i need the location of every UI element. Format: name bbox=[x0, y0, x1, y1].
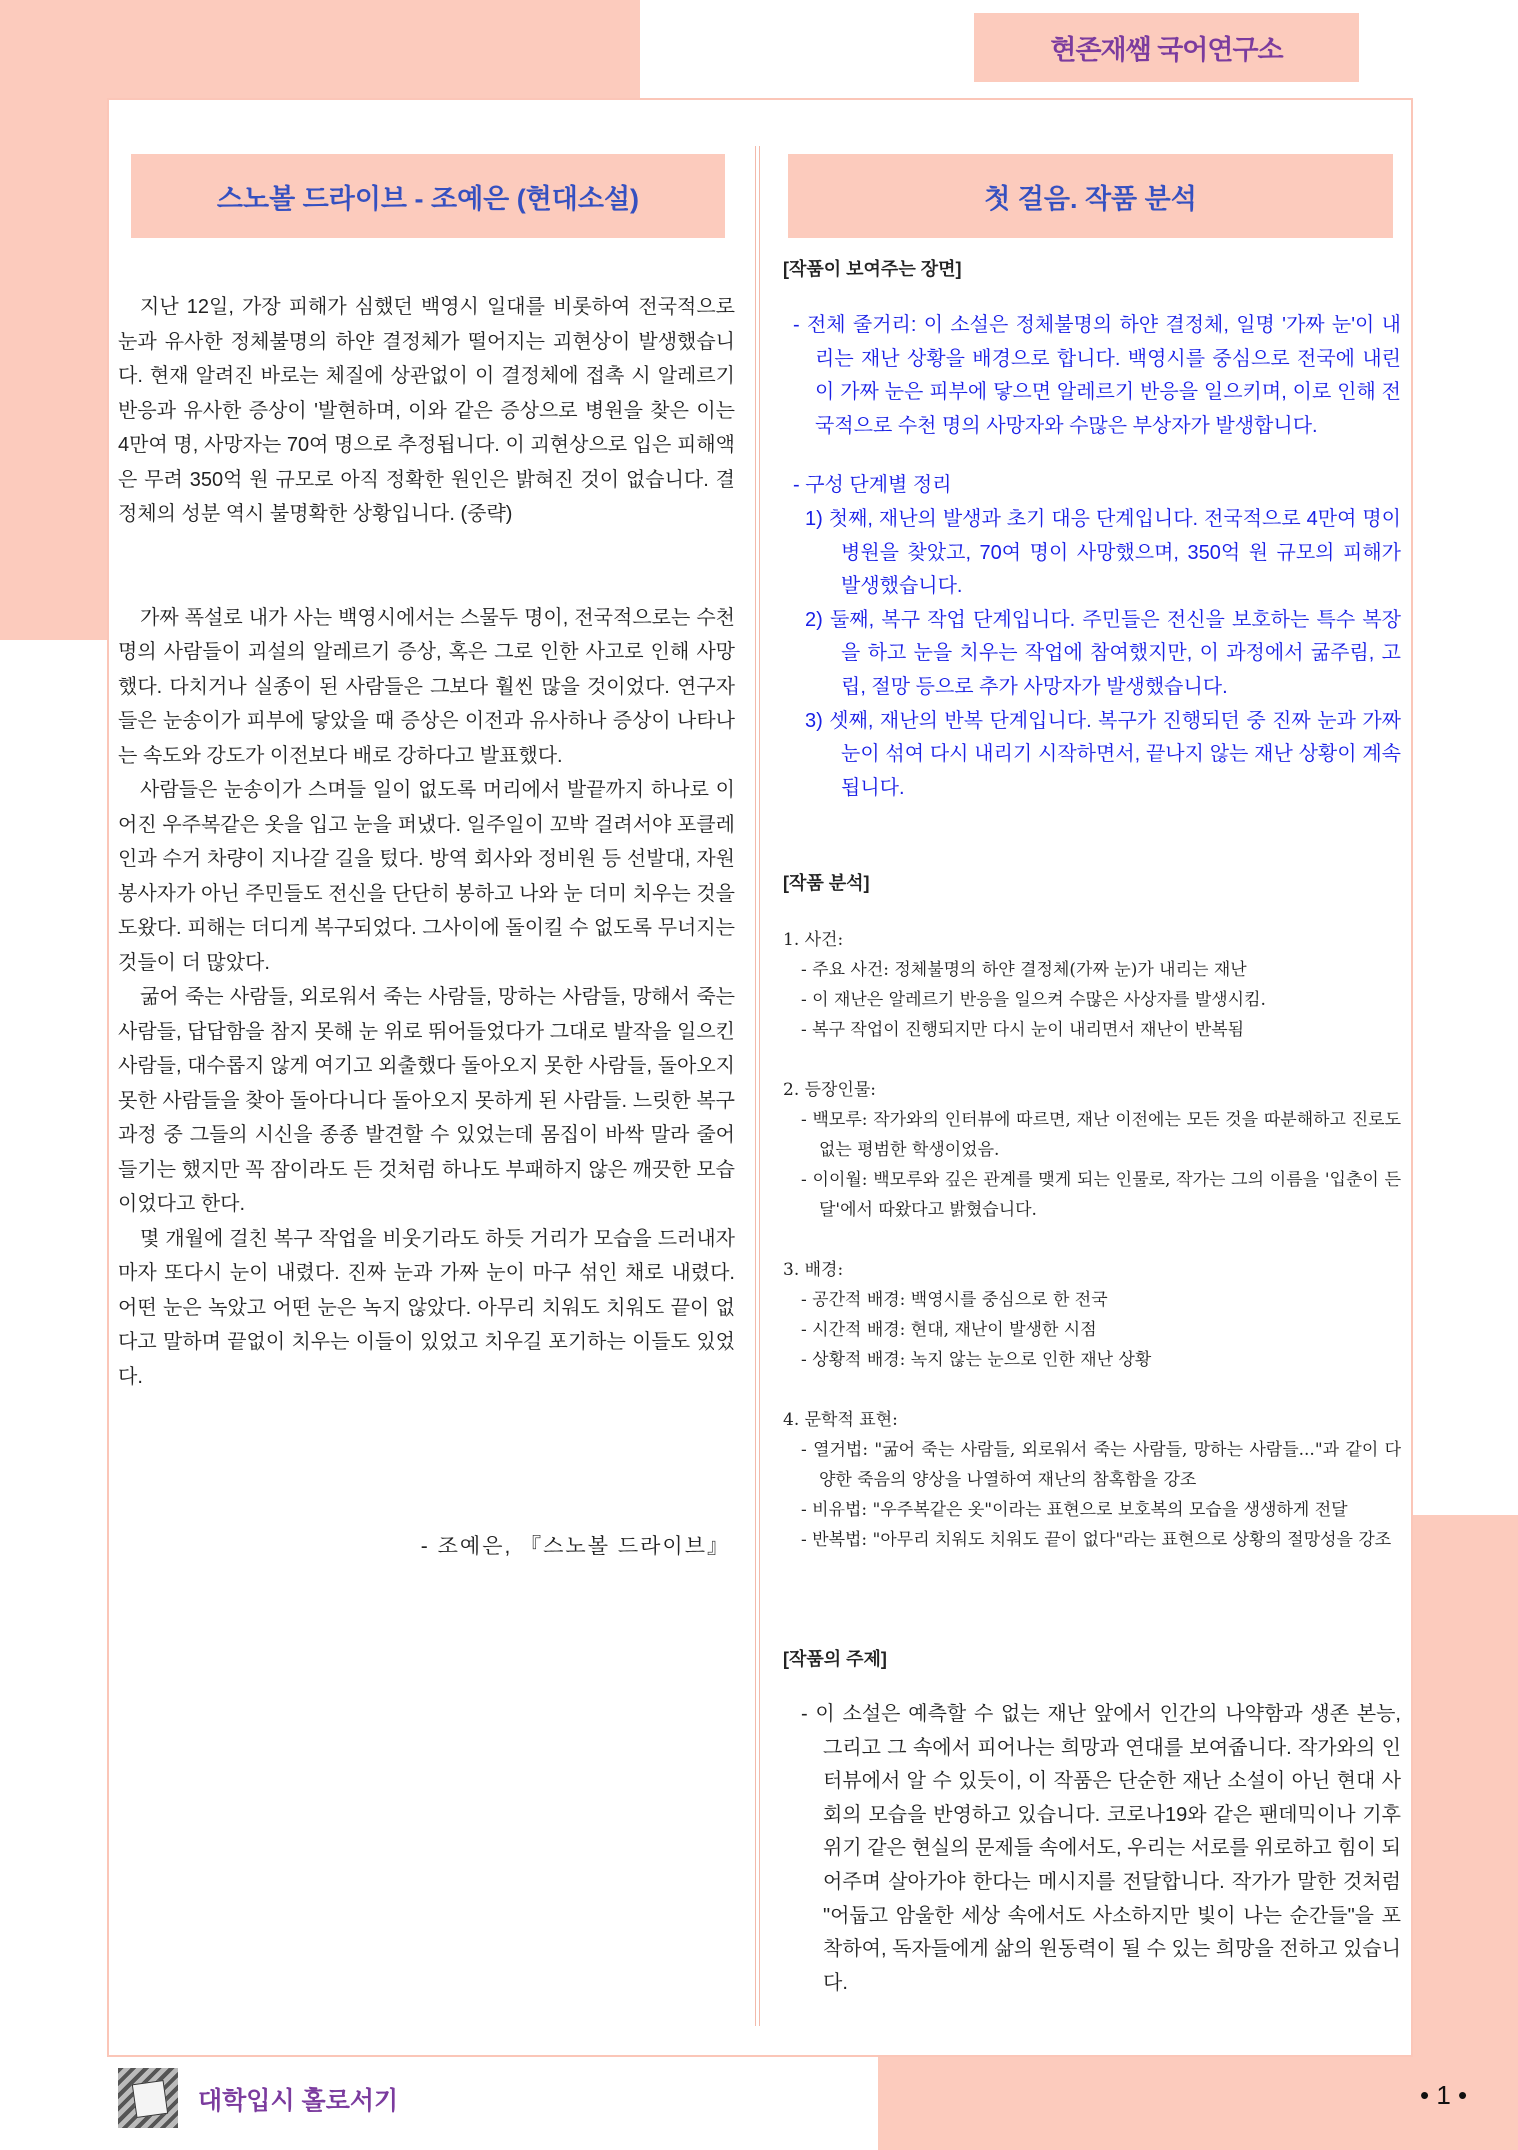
footer-brand: 대학입시 홀로서기 bbox=[198, 2087, 399, 2115]
analysis-section-heading: 4. 문학적 표현: bbox=[783, 1410, 898, 1430]
analysis-item: - 백모루: 작가와의 인터뷰에 따르면, 재난 이전에는 모든 것을 따분해하고 진로도 없는 평범한 학생이었음. bbox=[801, 1110, 1401, 1160]
excerpt-paragraph: 굶어 죽는 사람들, 외로워서 죽는 사람들, 망하는 사람들, 망해서 죽는 사람들, 답답함을 참지 못해 눈 위로 뛰어들었다가 그대로 발작을 일으킨 사람들, 대수롭지 않게 여기고 외출했다 돌아오지 못한 사람들, 돌아오지 못한 사람들을 찾아 돌아다니다 돌아오지 못하게 된 사람들. 느릿한 복구 과정 중 그들의 시신을 종종 발견할 수 있었는데 몸집이 바싹 말라 줄어들기는 했지만 꼭 잠이라도 든 것처럼 하나도 부패하지 않은 깨끗한 모습이었다고 한다. bbox=[118, 986, 735, 1215]
left-title: 스노볼 드라이브 - 조예은 (현대소설) bbox=[131, 154, 725, 238]
theme-block bbox=[783, 1698, 1401, 2000]
excerpt-paragraph: 사람들은 눈송이가 스며들 일이 없도록 머리에서 발끝까지 하나로 이어진 우주복같은 옷을 입고 눈을 퍼냈다. 일주일이 꼬박 걸려서야 포클레인과 수거 차량이 지나갈 길을 텄다. 방역 회사와 정비원 등 선발대, 자원봉사자가 아닌 주민들도 전신을 단단히 봉하고 나와 눈 더미 치우는 것을 도왔다. 피해는 더디게 복구되었다. 그사이에 돌이킬 수 없도록 무너지는 것들이 더 많았다. bbox=[118, 779, 735, 974]
analysis-item: - 이이월: 백모루와 깊은 관계를 맺게 되는 인물로, 작가는 그의 이름을 '입춘이 든 달'에서 따왔다고 밝혔습니다. bbox=[801, 1170, 1401, 1220]
structure-heading: - 구성 단계별 정리 bbox=[793, 474, 952, 497]
summary-text: - 전체 줄거리: 이 소설은 정체불명의 하얀 결정체, 일명 '가짜 눈'이 내리는 재난 상황을 배경으로 합니다. 백영시를 중심으로 전국에 내린 이 가짜 눈은 피부에 닿으면 알레르기 반응을 일으키며, 이로 인해 전국적으로 수천 명의 사망자와 수많은 부상자가 발생합니다. bbox=[793, 314, 1401, 437]
novel-excerpt bbox=[118, 290, 735, 1394]
scene-heading: [작품이 보여주는 장면] bbox=[783, 259, 962, 279]
brand-logo-icon bbox=[118, 2068, 178, 2128]
analysis-item: - 주요 사건: 정체불명의 하얀 결정체(가짜 눈)가 내리는 재난 bbox=[801, 960, 1247, 980]
page-number: • 1 • bbox=[1420, 2080, 1468, 2110]
stage-item: 3) 셋째, 재난의 반복 단계입니다. 복구가 진행되던 중 진짜 눈과 가짜 눈이 섞여 다시 내리기 시작하면서, 끝나지 않는 재난 상황이 계속됩니다. bbox=[805, 709, 1401, 799]
analysis-section-heading: 2. 등장인물: bbox=[783, 1080, 877, 1100]
excerpt-paragraph: 몇 개월에 걸친 복구 작업을 비웃기라도 하듯 거리가 모습을 드러내자마자 또다시 눈이 내렸다. 진짜 눈과 가짜 눈이 마구 섞인 채로 내렸다. 어떤 눈은 녹았고 어떤 눈은 녹지 않았다. 아무리 치워도 치워도 끝이 없다고 말하며 끝없이 치우는 이들이 있었고 치우길 포기하는 이들도 있었다. bbox=[118, 1227, 735, 1388]
analysis-item: - 이 재난은 알레르기 반응을 일으켜 수많은 사상자를 발생시킴. bbox=[801, 990, 1266, 1010]
analysis-section-heading: 1. 사건: bbox=[783, 930, 844, 950]
right-title: 첫 걸음. 작품 분석 bbox=[788, 154, 1393, 238]
analysis-heading: [작품 분석] bbox=[783, 873, 870, 893]
theme-heading: [작품의 주제] bbox=[783, 1649, 887, 1669]
analysis-item: - 반복법: "아무리 치워도 치워도 끝이 없다"라는 표현으로 상황의 절망성을 강조 bbox=[801, 1530, 1392, 1550]
analysis-item: - 시간적 배경: 현대, 재난이 발생한 시점 bbox=[801, 1320, 1097, 1340]
analysis-list bbox=[783, 925, 1401, 1555]
analysis-item: - 상황적 배경: 녹지 않는 눈으로 인한 재난 상황 bbox=[801, 1350, 1152, 1370]
theme-text: - 이 소설은 예측할 수 없는 재난 앞에서 인간의 나약함과 생존 본능, 그리고 그 속에서 피어나는 희망과 연대를 보여줍니다. 작가와의 인터뷰에서 알 수 있듯이, 이 작품은 단순한 재난 소설이 아닌 현대 사회의 모습을 반영하고 있습니다. 코로나19와 같은 팬데믹이나 기후 위기 같은 현실의 문제들 속에서도, 우리는 서로를 위로하고 힘이 되어주며 살아가야 한다는 메시지를 전달합니다. 작가가 말한 것처럼 "어둡고 암울한 세상 속에서도 사소하지만 빛이 나는 순간들"을 포착하여, 독자들에게 삶의 원동력이 될 수 있는 희망을 전하고 있습니다. bbox=[801, 1703, 1401, 1994]
summary-block bbox=[783, 309, 1401, 805]
side-decoration-left bbox=[0, 0, 107, 640]
analysis-item: - 비유법: "우주복같은 옷"이라는 표현으로 보호복의 모습을 생생하게 전달 bbox=[801, 1500, 1348, 1520]
column-divider bbox=[755, 146, 760, 2026]
stage-item: 2) 둘째, 복구 작업 단계입니다. 주민들은 전신을 보호하는 특수 복장을 하고 눈을 치우는 작업에 참여했지만, 이 과정에서 굶주림, 고립, 절망 등으로 추가 사망자가 발생했습니다. bbox=[805, 608, 1401, 698]
analysis-item: - 열거법: "굶어 죽는 사람들, 외로워서 죽는 사람들, 망하는 사람들..."과 같이 다양한 죽음의 양상을 나열하여 재난의 참혹함을 강조 bbox=[801, 1440, 1401, 1490]
stage-item: 1) 첫째, 재난의 발생과 초기 대응 단계입니다. 전국적으로 4만여 명이 병원을 찾았고, 70여 명이 사망했으며, 350억 원 규모의 피해가 발생했습니다. bbox=[805, 507, 1401, 598]
analysis-section-heading: 3. 배경: bbox=[783, 1260, 844, 1280]
excerpt-paragraph: 가짜 폭설로 내가 사는 백영시에서는 스물두 명이, 전국적으로는 수천 명의 사람들이 괴설의 알레르기 증상, 혹은 그로 인한 사고로 인해 사망했다. 다치거나 실종이 된 사람들은 그보다 훨씬 많을 것이었다. 연구자들은 눈송이가 피부에 닿았을 때 증상은 이전과 유사하나 증상이 나타나는 속도와 강도가 이전보다 배로 강하다고 발표했다. bbox=[118, 606, 735, 767]
excerpt-paragraph: 지난 12일, 가장 피해가 심했던 백영시 일대를 비롯하여 전국적으로 눈과 유사한 정체불명의 하얀 결정체가 떨어지는 괴현상이 발생했습니다. 현재 알려진 바로는 체질에 상관없이 이 결정체에 접촉 시 알레르기 반응과 유사한 증상이 '발현하며, 이와 같은 증상으로 병원을 찾은 이는 4만여 명, 사망자는 70여 명으로 추정됩니다. 이 괴현상으로 입은 피해액은 무려 350억 원 규모로 아직 정확한 원인은 밝혀진 것이 없습니다. 결정체의 성분 역시 불명확한 상황입니다. (중략) bbox=[118, 296, 735, 525]
analysis-item: - 복구 작업이 진행되지만 다시 눈이 내리면서 재난이 반복됨 bbox=[801, 1020, 1245, 1040]
excerpt-attribution: - 조예은, 『스노볼 드라이브』 bbox=[420, 1535, 730, 1558]
analysis-item: - 공간적 배경: 백영시를 중심으로 한 전국 bbox=[801, 1290, 1108, 1310]
brand-badge: 현존재쌤 국어연구소 bbox=[974, 13, 1359, 82]
